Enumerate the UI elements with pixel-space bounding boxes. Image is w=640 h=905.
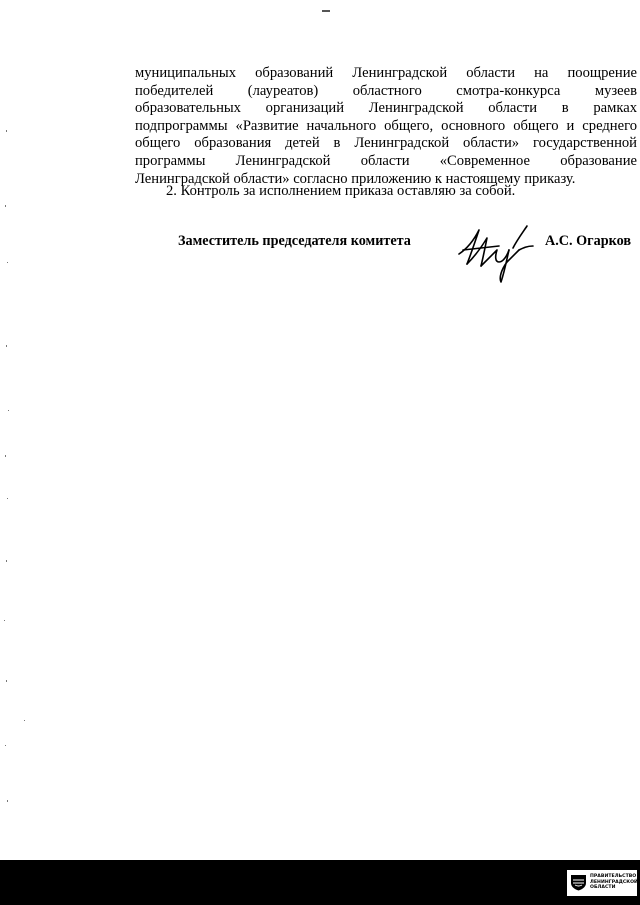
paragraph-line: образовательных организаций Ленинградской области в рамках: [135, 100, 637, 117]
signatory-title: Заместитель председателя комитета: [178, 233, 411, 249]
signature-block: [178, 232, 640, 292]
list-item-2: 2. Контроль за исполнением приказа оставляю за собой.: [166, 183, 516, 199]
paragraph-1: [135, 65, 637, 188]
paragraph-line: муниципальных образований Ленинградской области на поощрение: [135, 65, 637, 81]
stamp-line: ОБЛАСТИ: [590, 885, 616, 891]
scan-mark: [322, 10, 330, 12]
paragraph-line: Ленинградской области» согласно приложению к настоящему приказу.: [135, 170, 576, 187]
signatory-name: А.С. Огарков: [545, 233, 631, 249]
stamp-line: ПРАВИТЕЛЬСТВО: [590, 874, 637, 879]
paragraph-line: программы Ленинградской области «Современное образование: [135, 152, 637, 169]
scan-margin-specks: [0, 0, 40, 860]
paragraph-line: победителей (лауреатов) областного смотра-конкурса музеев: [135, 82, 637, 99]
handwritten-signature-icon: [453, 220, 545, 286]
government-stamp: [567, 870, 637, 896]
coat-of-arms-icon: [570, 874, 587, 891]
paragraph-line: подпрограммы «Развитие начального общего, основного общего и среднего: [135, 117, 637, 134]
scan-footer-bar: [0, 860, 640, 905]
stamp-text: [590, 874, 638, 891]
stamp-line: ЛЕНИНГРАДСКОЙ: [590, 879, 638, 885]
paragraph-line: общего образования детей в Ленинградской области» государственной: [135, 135, 637, 152]
